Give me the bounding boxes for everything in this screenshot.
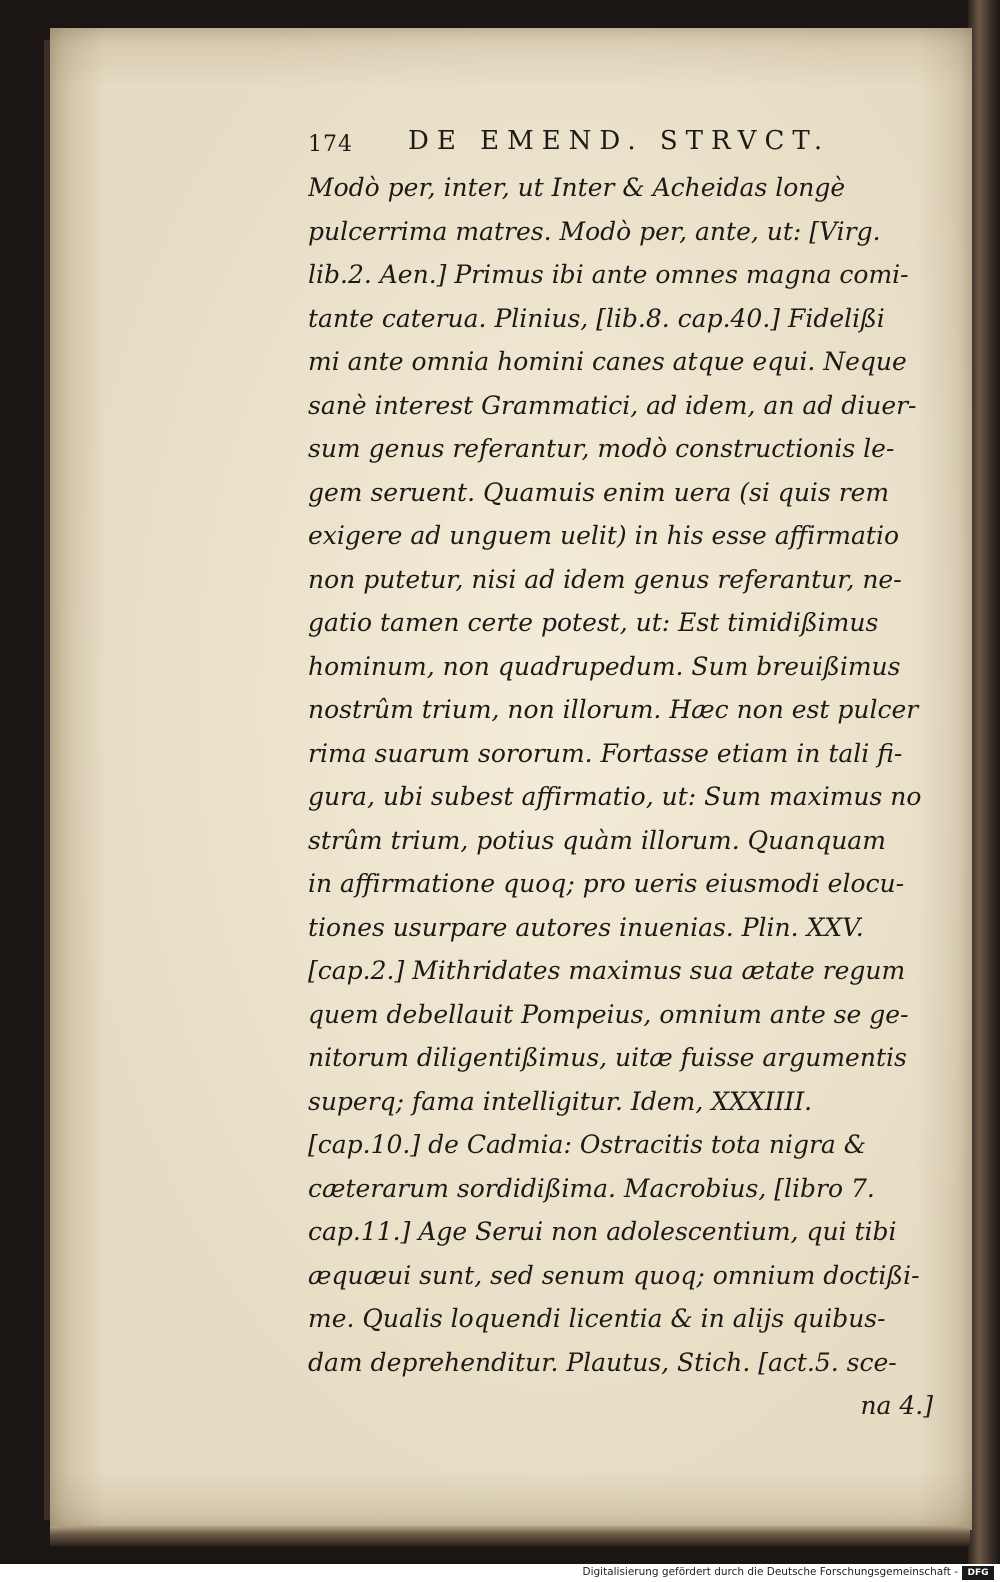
running-title: DE EMEND. STRVCT. [408, 126, 831, 156]
text-line: in affirmatione quoq; pro ueris eiusmodi elocu- [308, 869, 905, 898]
text-line: gura, ubi subest affirmatio, ut: Sum maximus no [308, 782, 922, 811]
text-line: quem debellauit Pompeius, omnium ante se ge- [308, 999, 909, 1029]
text-line: mi ante omnia homini canes atque equi. Neque [308, 347, 907, 376]
text-line: æquæui sunt, sed senum quoq; omnium doctißi- [308, 1260, 920, 1290]
text-line: dam deprehenditur. Plautus, Stich. [act.5. sce- [308, 1347, 897, 1377]
text-line: tante caterua. Plinius, [lib.8. cap.40.] Fidelißi [308, 303, 885, 333]
page-bottom-edge [50, 1526, 970, 1546]
text-line: non putetur, nisi ad idem genus referantur, ne- [308, 564, 902, 594]
text-line: tiones usurpare autores inuenias. Plin. XXV. [308, 912, 864, 942]
page-header [308, 126, 928, 166]
text-line: sum genus referantur, modò constructionis le- [308, 434, 895, 463]
text-line: superq; fama intelligitur. Idem, XXXIIII. [308, 1086, 813, 1116]
text-line: nostrûm trium, non illorum. Hæc non est pulcer [308, 695, 919, 724]
text-line: cap.11.] Age Serui non adolescentium, qui tibi [308, 1217, 897, 1246]
text-line: gatio tamen certe potest, ut: Est timidißimus [308, 608, 879, 637]
text-line: hominum, non quadrupedum. Sum breuißimus [308, 651, 901, 681]
text-line: nitorum diligentißimus, uitæ fuisse argumentis [308, 1043, 907, 1072]
text-line: [cap.2.] Mithridates maximus sua ætate regum [308, 956, 906, 985]
text-line: rima suarum sororum. Fortasse etiam in tali fi- [308, 738, 903, 768]
funding-notice: Digitalisierung gefördert durch die Deutsche Forschungsgemeinschaft - [582, 1566, 958, 1578]
text-line: na 4.] [860, 1391, 933, 1420]
book-fore-edge [968, 0, 1000, 1564]
text-line: [cap.10.] de Cadmia: Ostracitis tota nigra & [308, 1130, 867, 1159]
text-line: cæterarum sordidißima. Macrobius, [libro 7. [308, 1173, 875, 1203]
text-line: me. Qualis loquendi licentia & in alijs quibus- [308, 1304, 886, 1333]
page-number: 174 [308, 132, 353, 157]
text-line: exigere ad unguem uelit) in his esse affirmatio [308, 521, 900, 550]
body-text [308, 166, 933, 1428]
dfg-logo: DFG [962, 1566, 994, 1580]
digitization-footer [0, 1564, 1000, 1582]
text-line: Modò per, inter, ut Inter & Acheidas longè [308, 173, 846, 202]
text-line: lib.2. Aen.] Primus ibi ante omnes magna comi- [308, 260, 909, 289]
text-line: sanè interest Grammatici, ad idem, an ad diuer- [308, 390, 917, 420]
text-line: gem seruent. Quamuis enim uera (si quis rem [308, 477, 890, 507]
text-line: strûm trium, potius quàm illorum. Quanquam [308, 825, 886, 855]
text-line: pulcerrima matres. Modò per, ante, ut: [Virg. [308, 216, 881, 246]
